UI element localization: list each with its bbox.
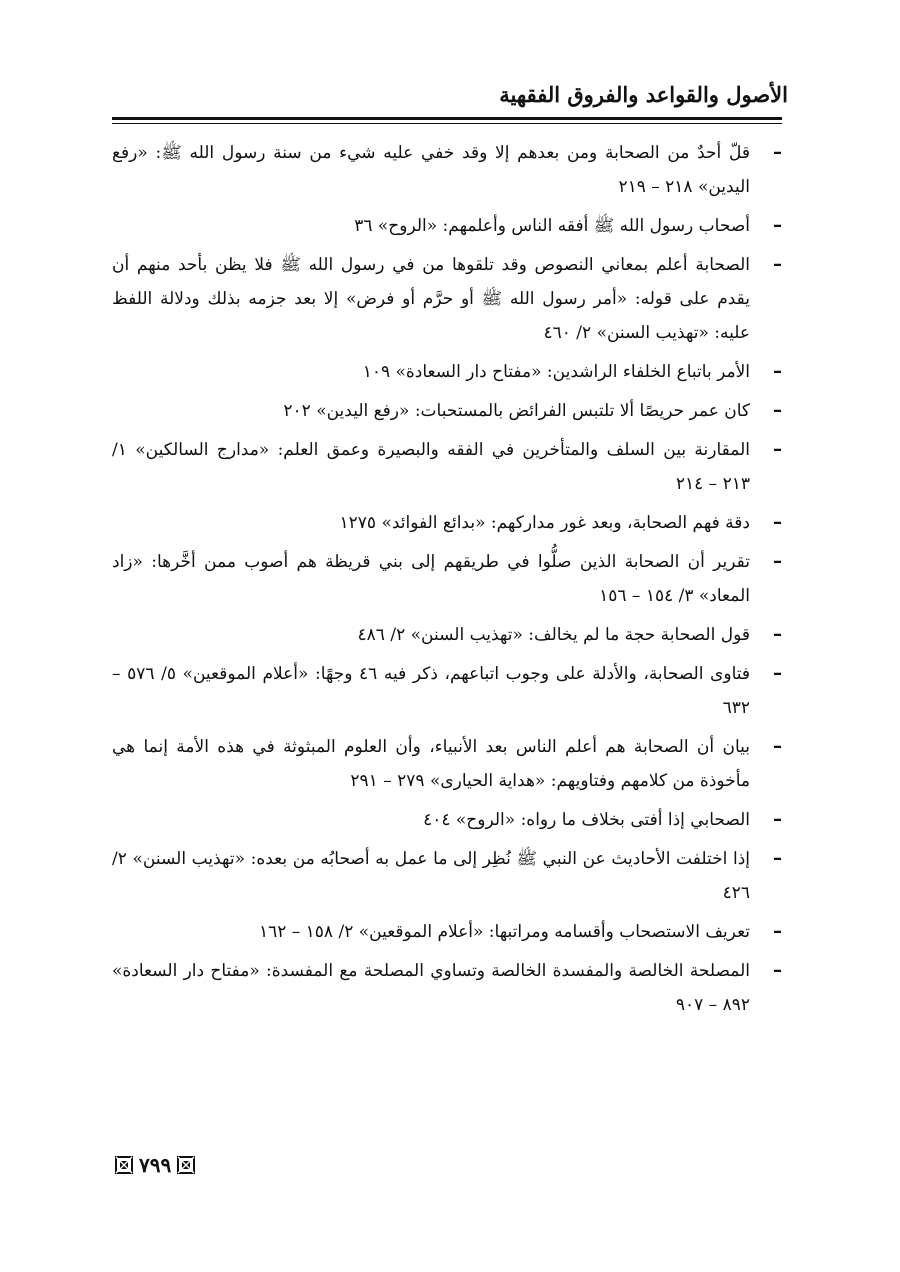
index-entry: [112, 730, 782, 798]
index-entries: [112, 136, 782, 1027]
entry-text: أصحاب رسول الله ﷺ أفقه الناس وأعلمهم: «الروح» ٣٦: [354, 216, 750, 236]
square-ornament-icon: [177, 1156, 195, 1174]
index-entry: [112, 803, 782, 837]
entry-text: فتاوى الصحابة، والأدلة على وجوب اتباعهم، ذكر فيه ٤٦ وجهًا: «أعلام الموقعين» ٥/ ٥٧٦ – ٦٣٢: [112, 664, 751, 718]
index-entry: [112, 506, 782, 540]
index-entry: [112, 433, 782, 501]
entry-text: المصلحة الخالصة والمفسدة الخالصة وتساوي المصلحة مع المفسدة: «مفتاح دار السعادة» ٨٩٢ – ٩٠٧: [112, 961, 750, 1015]
entry-text: الصحابة أعلم بمعاني النصوص وقد تلقوها من في رسول الله ﷺ فلا يظن بأحد منهم أن يقدم على قوله: «أمر رسول الله ﷺ أو حرَّم أو فرض» إلا بعد جزمه بذلك ودلالة اللفظ عليه: «تهذيب السنن» ٢/ ٤٦٠: [112, 255, 750, 343]
entry-text: بيان أن الصحابة هم أعلم الناس بعد الأنبياء، وأن العلوم المبثوثة في هذه الأمة إنما هي مأخوذة من كلامهم وفتاويهم: «هداية الحيارى» ٢٧٩ – ٢٩١: [112, 737, 750, 791]
bullet-dash: –: [773, 624, 782, 645]
header-rule-thin: [112, 123, 782, 124]
index-entry: [112, 394, 782, 428]
bullet-dash: –: [773, 512, 782, 533]
bullet-dash: –: [773, 960, 782, 981]
header-rule-thick: [112, 117, 782, 120]
bullet-dash: –: [773, 921, 782, 942]
entry-text: دقة فهم الصحابة، وبعد غور مداركهم: «بدائع الفوائد» ١٢٧٥: [339, 513, 750, 533]
bullet-dash: –: [773, 400, 782, 421]
entry-text: كان عمر حريصًا ألا تلتبس الفرائض بالمستحبات: «رفع اليدين» ٢٠٢: [283, 401, 750, 421]
page-number-folio: [115, 1153, 195, 1177]
bullet-dash: –: [773, 663, 782, 684]
entry-text: قول الصحابة حجة ما لم يخالف: «تهذيب السنن» ٢/ ٤٨٦: [357, 625, 750, 645]
index-entry: [112, 355, 782, 389]
index-entry: [112, 915, 782, 949]
bullet-dash: –: [773, 215, 782, 236]
page-number: ٧٩٩: [139, 1153, 172, 1177]
bullet-dash: –: [773, 736, 782, 757]
index-entry: [112, 248, 782, 350]
entry-text: الأمر باتباع الخلفاء الراشدين: «مفتاح دار السعادة» ١٠٩: [362, 362, 750, 382]
bullet-dash: –: [773, 848, 782, 869]
index-entry: [112, 842, 782, 910]
bullet-dash: –: [773, 254, 782, 275]
index-entry: [112, 657, 782, 725]
index-entry: [112, 618, 782, 652]
entry-text: الصحابي إذا أفتى بخلاف ما رواه: «الروح» ٤٠٤: [423, 810, 750, 830]
entry-text: إذا اختلفت الأحاديث عن النبي ﷺ نُظِر إلى ما عمل به أصحابُه من بعده: «تهذيب السنن» ٢/ ٤٢٦: [112, 849, 750, 903]
bullet-dash: –: [773, 142, 782, 163]
bullet-dash: –: [773, 809, 782, 830]
entry-text: قلّ أحدٌ من الصحابة ومن بعدهم إلا وقد خفي عليه شيء من سنة رسول الله ﷺ: «رفع اليدين» ٢١٨ – ٢١٩: [112, 143, 750, 197]
bullet-dash: –: [773, 551, 782, 572]
square-ornament-icon: [115, 1156, 133, 1174]
bullet-dash: –: [773, 439, 782, 460]
index-entry: [112, 209, 782, 243]
entry-text: تعريف الاستصحاب وأقسامه ومراتبها: «أعلام الموقعين» ٢/ ١٥٨ – ١٦٢: [258, 922, 750, 942]
entry-text: المقارنة بين السلف والمتأخرين في الفقه والبصيرة وعمق العلم: «مدارج السالكين» ١/ ٢١٣ – ٢١٤: [112, 440, 750, 494]
index-entry: [112, 954, 782, 1022]
entry-text: تقرير أن الصحابة الذين صلُّوا في طريقهم إلى بني قريظة هم أصوب ممن أخَّرها: «زاد المعاد» ٣/ ١٥٤ – ١٥٦: [112, 552, 750, 606]
running-header-title: الأصول والقواعد والفروق الفقهية: [499, 82, 788, 107]
bullet-dash: –: [773, 361, 782, 382]
index-entry: [112, 136, 782, 204]
index-entry: [112, 545, 782, 613]
